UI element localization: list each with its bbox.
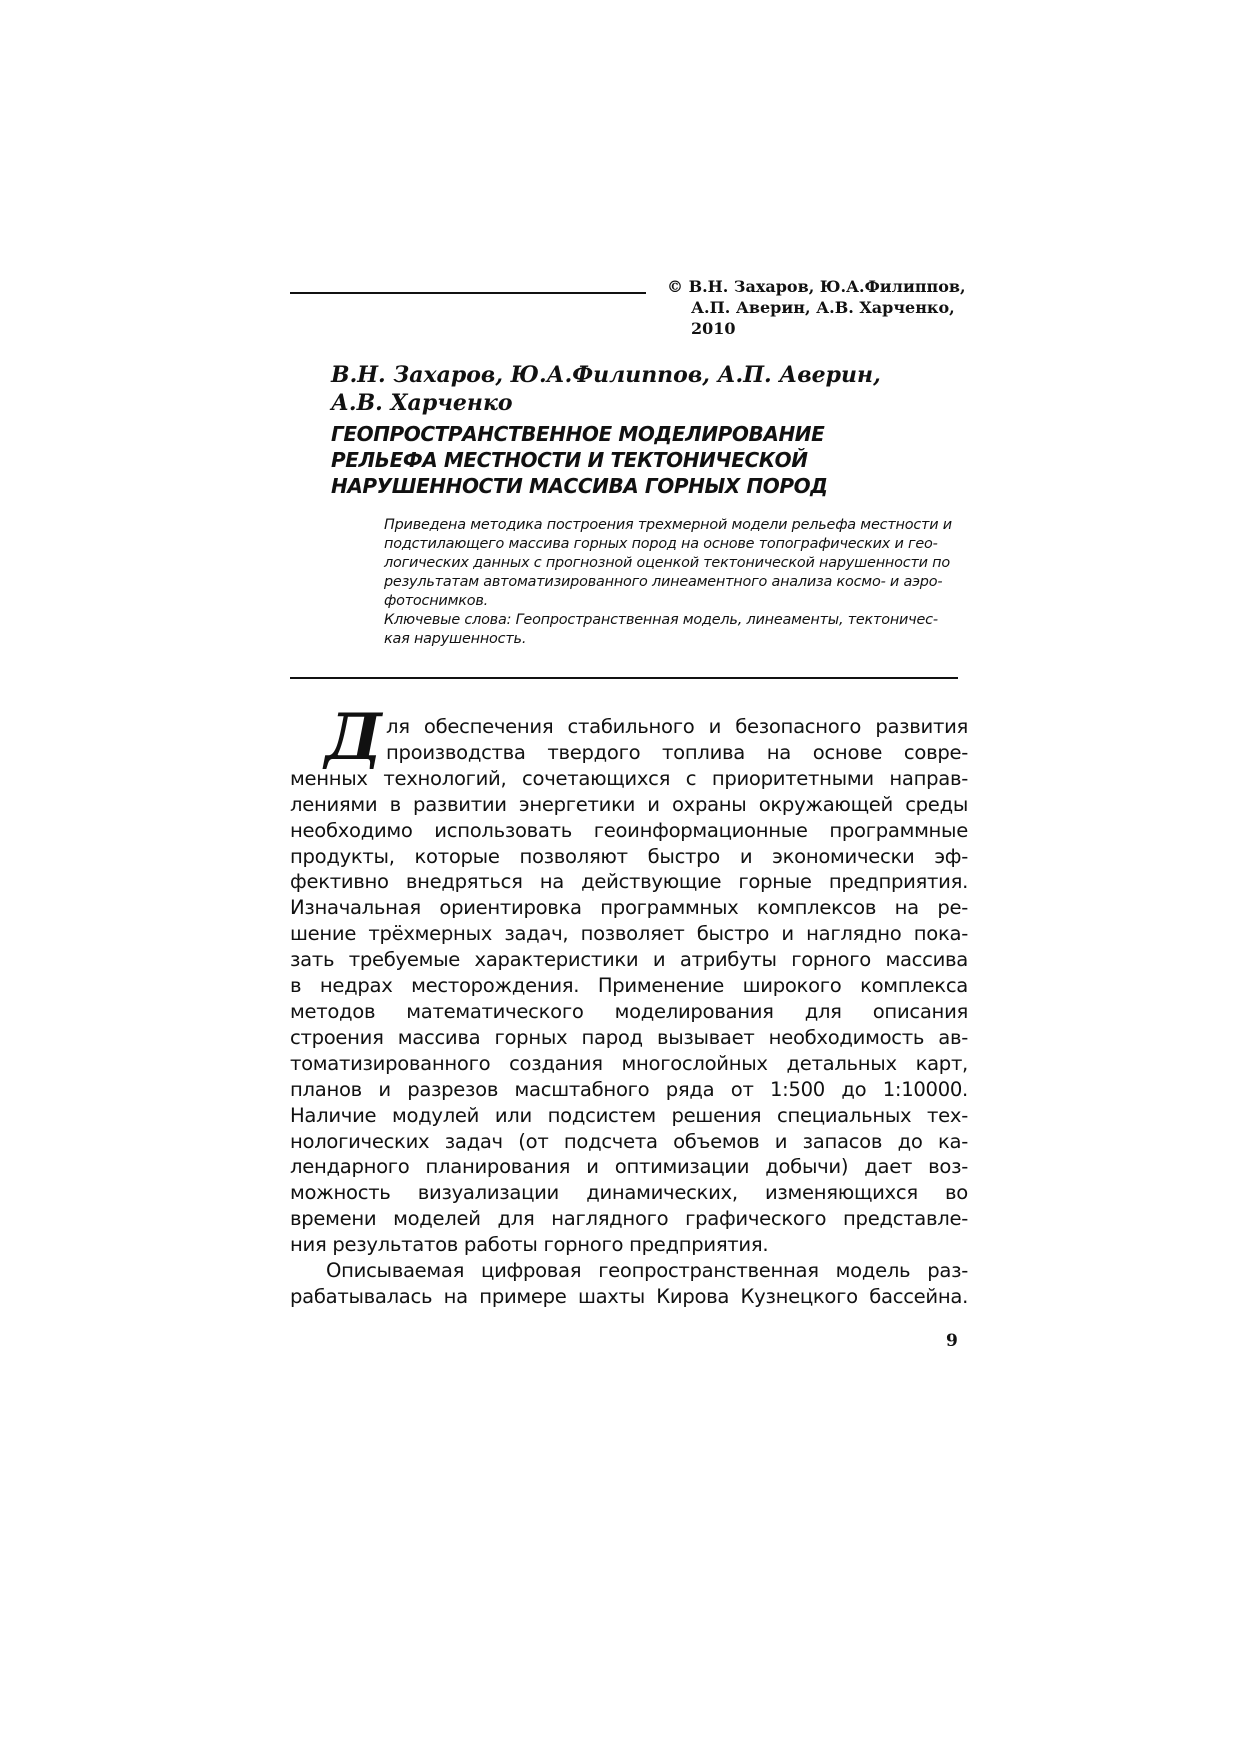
- body-line: фективно внедряться на действующие горные предприятия.: [290, 870, 968, 894]
- body-line: планов и разрезов масштабного ряда от 1:500 до 1:10000.: [290, 1077, 968, 1101]
- body-line: томатизированного создания многослойных детальных карт,: [290, 1051, 968, 1075]
- authors-line: А.В. Харченко: [331, 390, 513, 416]
- authors-line: В.Н. Захаров, Ю.А.Филиппов, А.П. Аверин,: [331, 362, 881, 388]
- body-line: ля обеспечения стабильного и безопасного развития: [386, 715, 968, 738]
- abstract-rule: [290, 677, 958, 679]
- keywords-line: кая нарушенность.: [384, 631, 527, 647]
- body-line: Описываемая цифровая геопространственная модель раз-: [326, 1259, 968, 1283]
- body-line: продукты, которые позволяют быстро и экономически эф-: [290, 844, 968, 868]
- body-line: лениями в развитии энергетики и охраны окружающей среды: [290, 792, 968, 816]
- abstract-line: фотоснимков.: [384, 593, 488, 609]
- page-number: 9: [946, 1331, 958, 1351]
- copyright-line: © В.Н. Захаров, Ю.А.Филиппов,: [667, 277, 966, 296]
- abstract-line: подстилающего массива горных пород на основе топографических и гео-: [384, 536, 938, 552]
- body-line: в недрах месторождения. Применение широкого комплекса: [290, 974, 968, 998]
- title-line: РЕЛЬЕФА МЕСТНОСТИ И ТЕКТОНИЧЕСКОЙ: [331, 448, 808, 472]
- body-line: ния результатов работы горного предприятия.: [290, 1233, 769, 1257]
- body-line: Наличие модулей или подсистем решения специальных тех-: [290, 1103, 968, 1127]
- body-line: Изначальная ориентировка программных комплексов на ре-: [290, 896, 968, 920]
- body-line: необходимо использовать геоинформационные программные: [290, 818, 968, 842]
- keywords-line: Ключевые слова: Геопространственная модель, линеаменты, тектоничес-: [384, 612, 938, 628]
- title-line: НАРУШЕННОСТИ МАССИВА ГОРНЫХ ПОРОД: [331, 474, 828, 498]
- body-line: производства твердого топлива на основе совре-: [386, 740, 968, 764]
- copyright-line: 2010: [691, 319, 736, 338]
- copyright-notice: [667, 276, 967, 339]
- abstract-line: Приведена методика построения трехмерной модели рельефа местности и: [384, 517, 952, 533]
- body-line: шение трёхмерных задач, позволяет быстро и наглядно пока-: [290, 922, 968, 946]
- copyright-line: А.П. Аверин, А.В. Харченко,: [691, 298, 955, 317]
- article-body: [290, 714, 968, 1310]
- drop-cap: Д: [325, 700, 382, 775]
- body-line: зать требуемые характеристики и атрибуты горного массива: [290, 948, 968, 972]
- body-line: методов математического моделирования для описания: [290, 999, 968, 1023]
- abstract-line: результатам автоматизированного линеаментного анализа космо- и аэро-: [384, 574, 943, 590]
- header-rule: [290, 292, 646, 294]
- body-line: нологических задач (от подсчета объемов и запасов до ка-: [290, 1129, 968, 1153]
- body-line: строения массива горных парод вызывает необходимость ав-: [290, 1025, 968, 1049]
- title-line: ГЕОПРОСТРАНСТВЕННОЕ МОДЕЛИРОВАНИЕ: [331, 422, 825, 446]
- article-title: [331, 421, 971, 499]
- body-line: менных технологий, сочетающихся с приоритетными направ-: [290, 766, 968, 790]
- body-line: лендарного планирования и оптимизации добычи) дает воз-: [290, 1155, 968, 1179]
- abstract-line: логических данных с прогнозной оценкой тектонической нарушенности по: [384, 555, 950, 571]
- article-abstract: [384, 516, 966, 649]
- body-line: рабатывалась на примере шахты Кирова Кузнецкого бассейна.: [290, 1284, 968, 1308]
- article-authors: [331, 361, 971, 417]
- body-line: можность визуализации динамических, изменяющихся во: [290, 1181, 968, 1205]
- body-line: времени моделей для наглядного графического представле-: [290, 1207, 968, 1231]
